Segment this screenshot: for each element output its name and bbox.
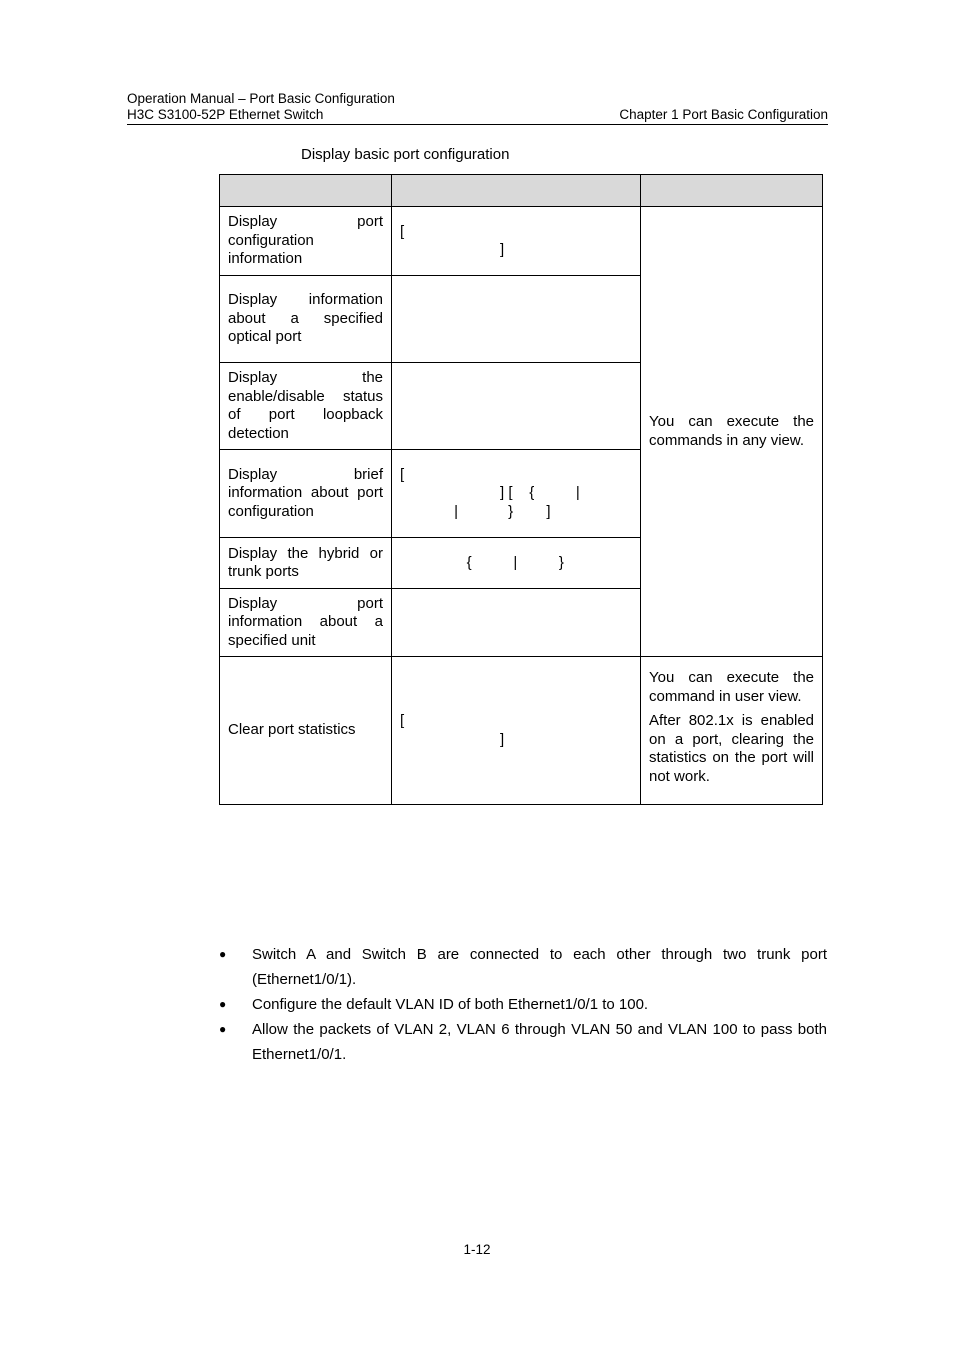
command-cell: { | } [392,538,641,589]
remark-cell-user-view [641,657,823,805]
chapter-title: Chapter 1 Port Basic Configuration [619,107,828,122]
remark-user-view: You can execute the command in user view. [649,669,814,705]
command-cell [392,363,641,450]
remark-cell-any-view: You can execute the commands in any view. [641,207,823,657]
port-config-table [219,174,823,805]
command-cell [392,276,641,363]
network-requirements-list [219,942,827,1067]
operation-cell: Display the hybrid or trunk ports [220,538,392,589]
list-item: ● Allow the packets of VLAN 2, VLAN 6 through VLAN 50 and VLAN 100 to pass both Ethernet1/0/1. [219,1017,827,1067]
command-cell: [ ] [ { | | } ] [392,450,641,538]
bullet-dot-icon: ● [219,947,227,961]
table-row [220,657,823,805]
operation-cell: Display port information about a specified unit [220,589,392,657]
bullet-dot-icon: ● [219,1022,227,1036]
header-cell-command [392,175,641,207]
bullet-dot-icon: ● [219,997,227,1011]
command-cell: [ ] [392,207,641,276]
header-cell-remarks [641,175,823,207]
remark-8021x: After 802.1x is enabled on a port, clearing the statistics on the port will not work. [649,712,814,785]
operation-cell: Display brief information about port configuration [220,450,392,538]
list-item: ● Switch A and Switch B are connected to each other through two trunk port (Ethernet1/0/1). [219,942,827,992]
header-cell-operation [220,175,392,207]
product-name: H3C S3100-52P Ethernet Switch [127,107,324,122]
running-header-left [127,91,395,123]
table-header-row [220,175,823,207]
page-number: 1-12 [463,1242,491,1257]
command-cell [392,589,641,657]
operation-cell: Display port configuration information [220,207,392,276]
header-rule [127,124,828,125]
manual-title: Operation Manual – Port Basic Configuration [127,91,395,106]
operation-cell: Display information about a specified optical port [220,276,392,363]
list-item: ● Configure the default VLAN ID of both Ethernet1/0/1 to 100. [219,992,827,1017]
table-caption: Display basic port configuration [301,146,510,163]
command-cell: [ ] [392,657,641,805]
table-row [220,207,823,276]
operation-cell: Clear port statistics [220,657,392,805]
operation-cell: Display the enable/disable status of port loopback detection [220,363,392,450]
